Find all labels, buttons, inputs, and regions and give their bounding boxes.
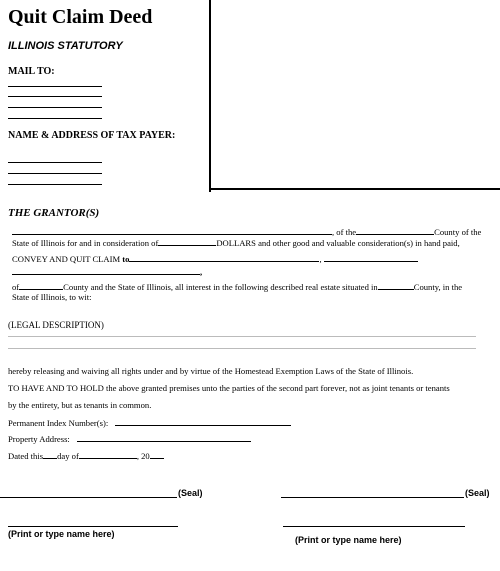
mail-to-line-2[interactable] [8, 96, 102, 97]
grantor-line-3 [12, 253, 418, 264]
text-of-the: , of the [332, 227, 357, 237]
grantee-county-field[interactable] [19, 281, 63, 290]
property-address-field[interactable] [77, 433, 251, 442]
grantor-name-field[interactable] [12, 226, 332, 235]
print-name-line-right[interactable] [283, 526, 465, 527]
text-county-in-the: County, in the [413, 282, 463, 292]
mail-to-line-3[interactable] [8, 107, 102, 108]
grantor-line-1 [12, 226, 481, 237]
year-prefix-label: , 20 [136, 451, 150, 461]
grantee-address-field[interactable] [12, 266, 203, 277]
pin-label: Permanent Index Number(s): [8, 418, 109, 428]
text-comma: , [319, 254, 322, 264]
text-dollars: DOLLARS and other good and valuable consideration(s) in hand paid, [216, 238, 460, 248]
print-name-label-right: (Print or type name here) [295, 535, 402, 545]
grantor-line-4 [12, 266, 202, 277]
dated-row [8, 450, 164, 461]
grantor-county-field[interactable] [356, 226, 434, 235]
habendum-line-1: TO HAVE AND TO HOLD the above granted premises unto the parties of the second part forever, not as joint tenants or tenants [8, 383, 450, 393]
seal-label-left: (Seal) [178, 488, 203, 498]
recording-box-border-left [209, 0, 211, 192]
text-to: to [122, 254, 130, 264]
consideration-amount-field[interactable] [158, 237, 216, 246]
homestead-waiver: hereby releasing and waiving all rights under and by virtue of the Homestead Exemption Laws of the State of Illinois. [8, 366, 414, 376]
text-county-of-the: County of the [434, 227, 482, 237]
year-field[interactable] [150, 450, 164, 459]
grantee-name-field[interactable] [129, 253, 322, 264]
property-address-label: Property Address: [8, 434, 70, 444]
print-name-line-left[interactable] [8, 526, 178, 527]
legal-description-label: (LEGAL DESCRIPTION) [8, 320, 104, 330]
tax-payer-label: NAME & ADDRESS OF TAX PAYER: [8, 130, 176, 141]
signature-line-right[interactable] [281, 497, 464, 498]
legal-description-line-1[interactable] [8, 336, 476, 337]
habendum-line-2: by the entirety, but as tenants in common. [8, 400, 152, 410]
grantor-line-5 [12, 281, 462, 292]
print-name-label-left: (Print or type name here) [8, 529, 115, 539]
tax-payer-line-2[interactable] [8, 173, 102, 174]
recording-box-border-bottom [209, 188, 500, 190]
grantor-line-6: State of Illinois, to wit: [12, 292, 92, 302]
pin-field[interactable] [115, 417, 291, 426]
legal-description-line-2[interactable] [8, 348, 476, 349]
document-subtitle: ILLINOIS STATUTORY [8, 40, 123, 52]
property-county-field[interactable] [378, 281, 414, 290]
grantee-name-field-2[interactable] [324, 253, 418, 262]
text-convey-quit-claim: CONVEY AND QUIT CLAIM [12, 254, 121, 264]
day-field[interactable] [43, 450, 57, 459]
tax-payer-line-3[interactable] [8, 184, 102, 185]
grantor-line-2 [12, 237, 460, 248]
tax-payer-line-1[interactable] [8, 162, 102, 163]
dated-this-label: Dated this [8, 451, 44, 461]
mail-to-label: MAIL TO: [8, 66, 55, 77]
grantor-heading: THE GRANTOR(S) [8, 207, 100, 219]
document-title: Quit Claim Deed [8, 6, 153, 28]
text-county-state: County and the State of Illinois, all interest in the following described real estate situated in [63, 282, 378, 292]
mail-to-line-1[interactable] [8, 86, 102, 87]
text-comma-2: , [200, 267, 203, 277]
day-of-label: day of [57, 451, 79, 461]
seal-label-right: (Seal) [465, 488, 490, 498]
mail-to-line-4[interactable] [8, 118, 102, 119]
address-row [8, 433, 251, 444]
signature-line-left[interactable] [0, 497, 177, 498]
pin-row [8, 417, 291, 428]
text-of: of [12, 282, 20, 292]
month-field[interactable] [79, 450, 137, 459]
text-consideration: State of Illinois for and in consideration of [12, 238, 159, 248]
